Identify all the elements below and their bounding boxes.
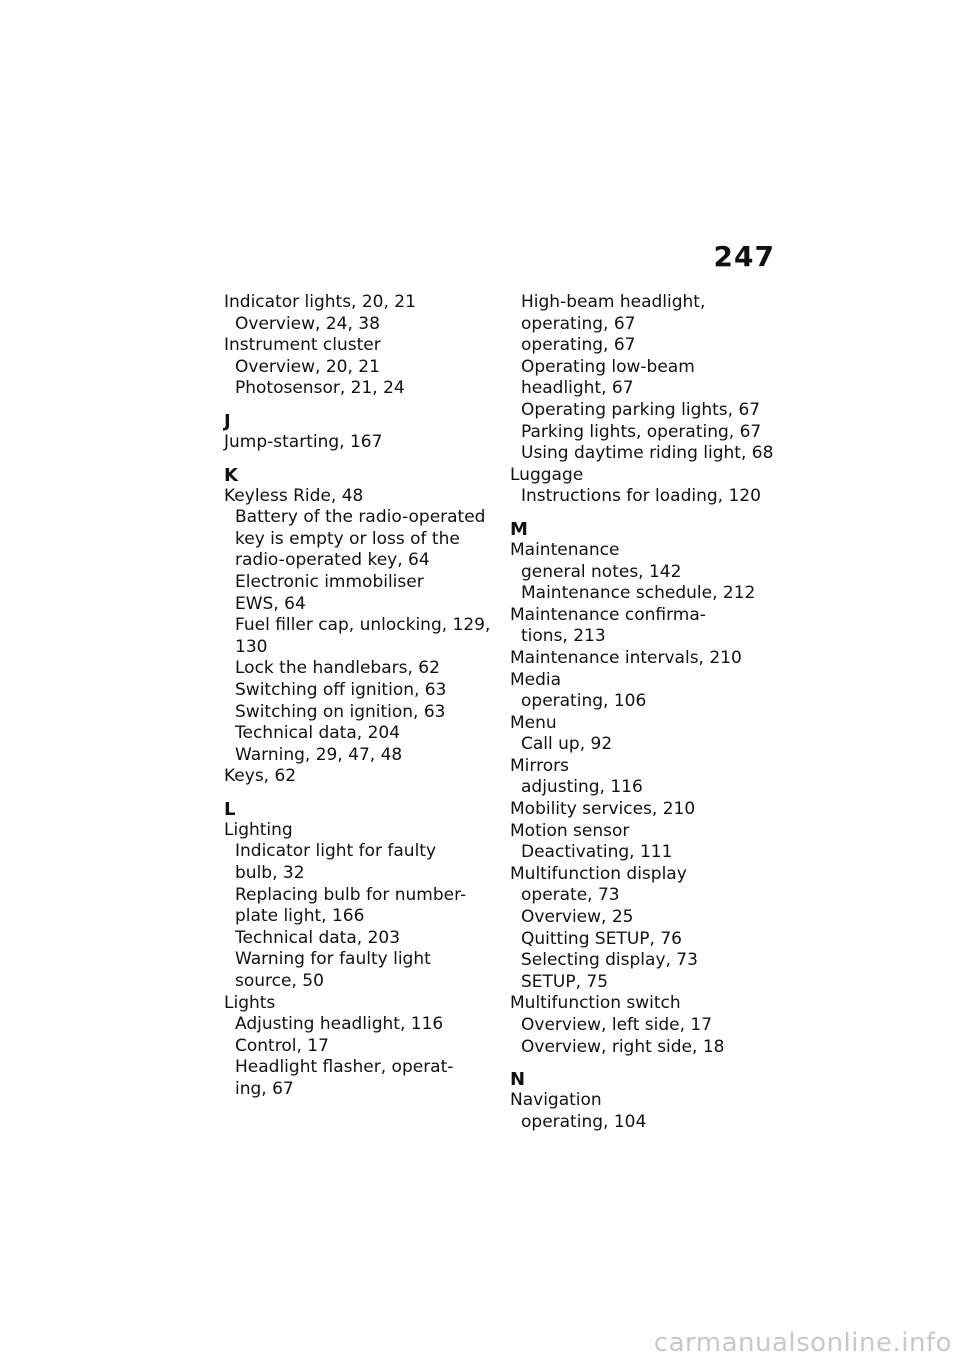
index-subentry: Adjusting headlight, 116 <box>235 1014 444 1035</box>
index-subentry: general notes, 142 <box>521 561 682 582</box>
index-subentry: bulb, 32 <box>235 863 305 884</box>
index-subentry: Call up, 92 <box>521 734 613 755</box>
index-subentry: Operating low-beam <box>521 356 695 377</box>
index-subentry: High-beam headlight, <box>521 292 706 312</box>
index-subentry: Lock the handlebars, 62 <box>235 658 440 679</box>
index-subentry: Replacing bulb for number- <box>235 884 467 905</box>
index-letter-heading: K <box>224 464 238 486</box>
index-subentry: Switching off ignition, 63 <box>235 679 447 700</box>
index-subentry: radio-operated key, 64 <box>235 550 430 571</box>
index-subentry: operate, 73 <box>521 885 620 906</box>
index-entry: Multifunction switch <box>510 993 681 1014</box>
index-entry: Keys, 62 <box>224 766 297 787</box>
index-column-right <box>510 292 780 1133</box>
index-subentry: Electronic immobiliser <box>235 571 424 592</box>
index-subentry: operating, 67 <box>521 313 636 334</box>
index-entry: Motion sensor <box>510 820 630 841</box>
index-entry: Lights <box>224 992 276 1013</box>
index-entry: Media <box>510 669 562 690</box>
index-subentry: Quitting SETUP, 76 <box>521 928 682 949</box>
index-entry: Lighting <box>224 819 293 840</box>
watermark: carmanualsonline.info <box>653 1328 952 1358</box>
index-subentry: Indicator light for faulty <box>235 841 437 862</box>
index-subentry: headlight, 67 <box>521 378 634 399</box>
index-subentry: Photosensor, 21, 24 <box>235 378 405 399</box>
index-subentry: Overview, left side, 17 <box>521 1015 713 1035</box>
index-subentry: Fuel filler cap, unlocking, 129, <box>235 615 491 636</box>
index-entry: Mobility services, 210 <box>510 799 696 820</box>
index-subentry: source, 50 <box>235 971 324 992</box>
index-subentry: Warning, 29, 47, 48 <box>235 744 403 765</box>
index-subentry: key is empty or loss of the <box>235 528 460 549</box>
index-subentry: Using daytime riding light, 68 <box>521 443 774 464</box>
index-letter-heading: N <box>510 1069 526 1091</box>
index-subentry: Technical data, 203 <box>235 927 401 948</box>
index-subentry: Selecting display, 73 <box>521 950 698 971</box>
index-letter-heading: J <box>224 410 231 432</box>
index-subentry: Battery of the radio-operated <box>235 507 486 528</box>
index-subentry: operating, 67 <box>521 335 636 356</box>
index-subentry: plate light, 166 <box>235 906 365 927</box>
index-subentry: Overview, 25 <box>521 907 634 928</box>
index-subentry: SETUP, 75 <box>521 971 609 992</box>
index-subentry: tions, 213 <box>521 626 606 647</box>
index-entry: Menu <box>510 712 557 733</box>
index-subentry: adjusting, 116 <box>521 777 643 798</box>
index-entry: Indicator lights, 20, 21 <box>224 292 416 312</box>
index-subentry: Overview, 24, 38 <box>235 313 380 334</box>
index-subentry: Switching on ignition, 63 <box>235 701 446 722</box>
index-subentry: ing, 67 <box>235 1079 294 1099</box>
index-subentry: Instructions for loading, 120 <box>521 486 761 507</box>
index-entry: Maintenance confirma- <box>510 604 706 625</box>
index-subentry: operating, 104 <box>521 1111 647 1132</box>
index-entry: Luggage <box>510 464 584 485</box>
index-subentry: Deactivating, 111 <box>521 842 673 863</box>
index-subentry: Parking lights, operating, 67 <box>521 421 762 442</box>
index-entry: Navigation <box>510 1090 602 1111</box>
index-subentry: Headlight flasher, operat- <box>235 1057 454 1078</box>
index-subentry: operating, 106 <box>521 691 647 712</box>
index-entry: Keyless Ride, 48 <box>224 485 364 506</box>
page-number: 247 <box>713 240 775 273</box>
index-entry: Maintenance intervals, 210 <box>510 647 742 668</box>
index-entry: Instrument cluster <box>224 335 381 356</box>
index-subentry: Control, 17 <box>235 1035 329 1056</box>
index-entry: Mirrors <box>510 755 569 776</box>
index-column-left <box>224 292 494 1101</box>
index-subentry: Overview, right side, 18 <box>521 1036 725 1057</box>
index-subentry: Maintenance schedule, 212 <box>521 583 756 604</box>
index-letter-heading: L <box>224 798 236 820</box>
index-entry: Multifunction display <box>510 863 687 884</box>
index-subentry: 130 <box>235 636 268 657</box>
index-subentry: Operating parking lights, 67 <box>521 399 761 420</box>
index-letter-heading: M <box>510 518 528 540</box>
index-subentry: Overview, 20, 21 <box>235 356 380 377</box>
index-entry: Maintenance <box>510 539 620 560</box>
index-subentry: Warning for faulty light <box>235 949 431 970</box>
index-subentry: EWS, 64 <box>235 593 306 614</box>
index-entry: Jump-starting, 167 <box>224 431 383 452</box>
index-subentry: Technical data, 204 <box>235 723 401 744</box>
